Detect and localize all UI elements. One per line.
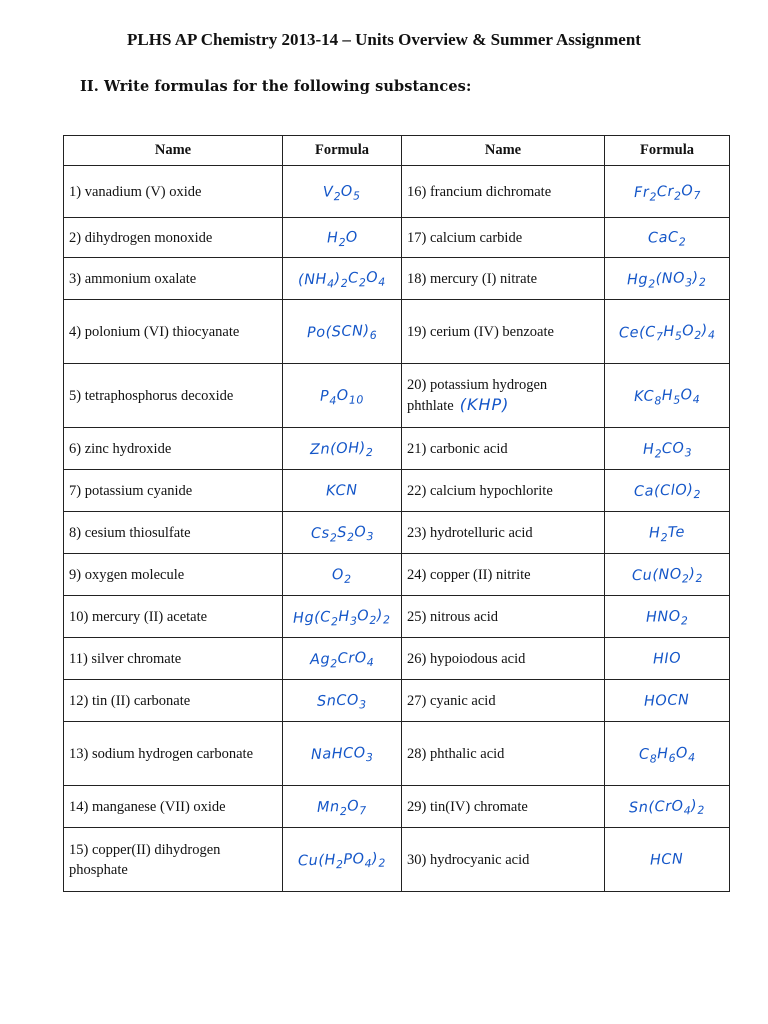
handwritten-formula: $C_8H_6O_4$	[605, 722, 730, 786]
table-row	[64, 638, 730, 680]
handwritten-formula: KCN	[283, 470, 402, 512]
substance-name-text: 24) copper (II) nitrite	[407, 566, 531, 583]
handwritten-formula: $Ce(C_7H_5O_2)_4$	[605, 300, 730, 364]
substance-name: 14) manganese (VII) oxide	[64, 786, 283, 828]
substance-name	[402, 300, 605, 364]
substance-name	[402, 258, 605, 300]
handwritten-formula: $Ca(ClO)_2$	[605, 470, 730, 512]
substance-name-text: 27) cyanic acid	[407, 692, 496, 709]
substance-name-text: 19) cerium (IV) benzoate	[407, 323, 554, 340]
table-row	[64, 554, 730, 596]
table-row	[64, 364, 730, 428]
handwritten-formula: $Mn_2O_7$	[283, 786, 402, 828]
substance-name	[402, 786, 605, 828]
handwritten-formula: $H_2O$	[283, 218, 402, 258]
table-row	[64, 596, 730, 638]
substance-name-text: 21) carbonic acid	[407, 440, 508, 457]
handwritten-formula: $Cs_2S_2O_3$	[283, 512, 402, 554]
substance-name-text: 17) calcium carbide	[407, 229, 523, 246]
substance-name: 9) oxygen molecule	[64, 554, 283, 596]
substance-name	[402, 596, 605, 638]
table-body	[64, 166, 730, 892]
substance-name	[402, 722, 605, 786]
substance-name	[402, 218, 605, 258]
substance-name	[402, 364, 605, 428]
table-row	[64, 300, 730, 364]
handwritten-formula: $Hg_2(NO_3)_2$	[605, 258, 730, 300]
handwritten-formula: HIO	[605, 638, 730, 680]
substance-name	[402, 166, 605, 218]
substance-name: 15) copper(II) dihydrogen phosphate	[64, 828, 283, 892]
substance-name: 13) sodium hydrogen carbonate	[64, 722, 283, 786]
handwritten-formula: $Po(SCN)_6$	[283, 300, 402, 364]
substance-name: 8) cesium thiosulfate	[64, 512, 283, 554]
table-row	[64, 258, 730, 300]
handwritten-formula: $V_2O_5$	[283, 166, 402, 218]
substance-name-text: 29) tin(IV) chromate	[407, 798, 528, 815]
table-row	[64, 218, 730, 258]
table-row	[64, 470, 730, 512]
table-row	[64, 722, 730, 786]
substance-name-text: 25) nitrous acid	[407, 608, 499, 625]
substance-name: 2) dihydrogen monoxide	[64, 218, 283, 258]
substance-name-text: 18) mercury (I) nitrate	[407, 270, 538, 287]
substance-name: 6) zinc hydroxide	[64, 428, 283, 470]
substance-name-text: 22) calcium hypochlorite	[407, 482, 553, 499]
substance-name	[402, 680, 605, 722]
table-row	[64, 166, 730, 218]
substance-name: 3) ammonium oxalate	[64, 258, 283, 300]
substance-name-text: 30) hydrocyanic acid	[407, 851, 530, 868]
substance-name	[402, 428, 605, 470]
substance-name: 12) tin (II) carbonate	[64, 680, 283, 722]
substance-name	[402, 512, 605, 554]
handwritten-formula: $Fr_2Cr_2O_7$	[605, 166, 730, 218]
table-header-row	[64, 136, 730, 166]
handwritten-formula: CaC$_2$	[605, 218, 730, 258]
substance-name: 11) silver chromate	[64, 638, 283, 680]
formulas-table	[63, 135, 730, 892]
column-header-name: Name	[64, 136, 283, 166]
handwritten-formula: SnCO$_3$	[283, 680, 402, 722]
handwritten-formula: $Hg(C_2H_3O_2)_2$	[283, 596, 402, 638]
table-row	[64, 512, 730, 554]
substance-name-text: 26) hypoiodous acid	[407, 650, 526, 667]
substance-name: 4) polonium (VI) thiocyanate	[64, 300, 283, 364]
handwritten-formula: $Zn(OH)_2$	[283, 428, 402, 470]
substance-name-text: 16) francium dichromate	[407, 183, 552, 200]
handwritten-formula: $Sn(CrO_4)_2$	[605, 786, 730, 828]
table-row	[64, 786, 730, 828]
table-row	[64, 828, 730, 892]
handwritten-formula: $H_2CO_3$	[605, 428, 730, 470]
handwritten-formula: HOCN	[605, 680, 730, 722]
substance-name: 10) mercury (II) acetate	[64, 596, 283, 638]
substance-name: 1) vanadium (V) oxide	[64, 166, 283, 218]
substance-name	[402, 638, 605, 680]
substance-name: 5) tetraphosphorus decoxide	[64, 364, 283, 428]
handwritten-formula: HCN	[605, 828, 730, 892]
handwritten-formula: $(NH_4)_2C_2O_4$	[283, 258, 402, 300]
substance-name	[402, 470, 605, 512]
table-row	[64, 428, 730, 470]
substance-name	[402, 554, 605, 596]
handwritten-formula: $Cu(NO_2)_2$	[605, 554, 730, 596]
handwritten-formula: $P_4O_{10}$	[283, 364, 402, 428]
column-header-formula: Formula	[283, 136, 402, 166]
handwritten-formula: $Ag_2CrO_4$	[283, 638, 402, 680]
section-heading: II. Write formulas for the following substances:	[80, 78, 472, 95]
column-header-formula: Formula	[605, 136, 730, 166]
substance-name-text: 20) potassium hydrogen phthlate	[407, 377, 548, 414]
page-title: PLHS AP Chemistry 2013-14 – Units Overview & Summer Assignment	[127, 30, 641, 49]
handwritten-note: (KHP)	[459, 395, 510, 414]
substance-name-text: 28) phthalic acid	[407, 745, 505, 762]
substance-name: 7) potassium cyanide	[64, 470, 283, 512]
handwritten-formula: $KC_8H_5O_4$	[605, 364, 730, 428]
handwritten-formula: $HNO_2$	[605, 596, 730, 638]
column-header-name: Name	[402, 136, 605, 166]
handwritten-formula: $O_2$	[283, 554, 402, 596]
substance-name	[402, 828, 605, 892]
handwritten-formula: $Cu(H_2PO_4)_2$	[283, 828, 402, 892]
substance-name-text: 23) hydrotelluric acid	[407, 524, 533, 541]
table-row	[64, 680, 730, 722]
handwritten-formula: $H_2Te$	[605, 512, 730, 554]
handwritten-formula: NaHCO$_3$	[283, 722, 402, 786]
